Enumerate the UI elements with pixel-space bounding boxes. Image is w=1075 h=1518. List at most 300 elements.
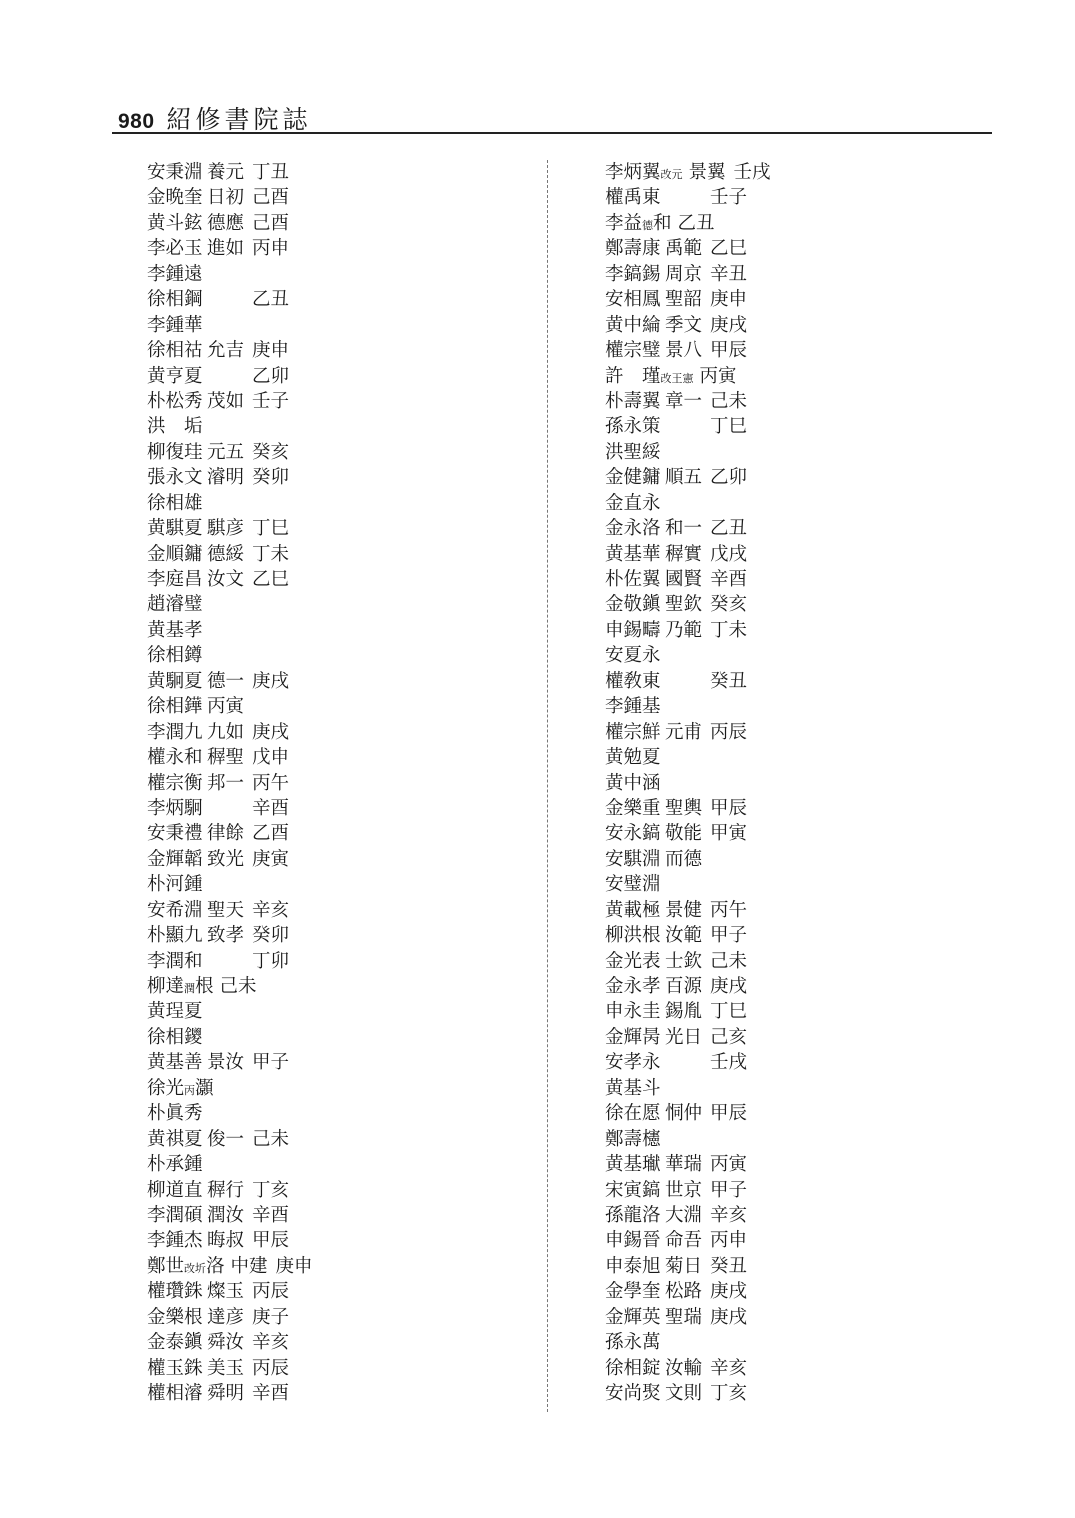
list-item	[605, 618, 771, 643]
person-name	[147, 313, 207, 338]
courtesy-name: 養元	[207, 162, 245, 183]
birth-year: 丁巳	[252, 518, 290, 540]
list-item	[605, 999, 771, 1024]
book-title: 紹修書院誌	[166, 105, 312, 134]
name-text: 安騏淵	[605, 848, 661, 870]
person-name	[605, 1305, 665, 1330]
person-name	[147, 771, 207, 796]
list-item	[147, 185, 313, 210]
birth-year: 戊戌	[710, 543, 748, 565]
name-text: 李炳翼	[605, 162, 661, 183]
person-name	[605, 185, 665, 210]
list-item	[605, 1330, 771, 1355]
birth-year: 壬子	[252, 390, 290, 412]
courtesy-name: 景翼	[688, 162, 726, 183]
name-text: 徐相鋼	[147, 289, 203, 311]
courtesy-name	[665, 1050, 710, 1075]
birth-year: 丙午	[252, 772, 290, 794]
name-text: 申泰旭	[605, 1255, 661, 1277]
name-text: 申永圭	[605, 1001, 661, 1023]
list-item	[147, 1152, 313, 1177]
person-name	[605, 516, 665, 541]
name-text: 金晩奎	[147, 187, 203, 209]
courtesy-name	[207, 491, 252, 516]
person-name	[147, 262, 207, 287]
name-text: 黄亨夏	[147, 365, 203, 387]
courtesy-name	[207, 313, 252, 338]
person-name	[605, 1050, 665, 1075]
person-name	[605, 1228, 665, 1253]
person-name	[147, 923, 207, 948]
birth-year: 辛酉	[710, 569, 748, 590]
courtesy-name: 燦玉	[207, 1281, 245, 1303]
name-annotation: 改圻	[184, 1261, 207, 1275]
list-item	[147, 1050, 313, 1075]
person-name	[147, 1228, 207, 1253]
birth-year: 丁亥	[252, 1179, 290, 1201]
birth-year: 己酉	[252, 212, 290, 234]
courtesy-name	[665, 414, 710, 439]
person-name	[605, 1254, 665, 1279]
list-item	[147, 796, 313, 821]
person-name	[147, 185, 207, 210]
name-text: 李潤九	[147, 721, 203, 743]
list-item	[605, 949, 771, 974]
courtesy-name: 稺行	[207, 1179, 245, 1201]
name-text: 柳道直	[147, 1179, 203, 1201]
list-item	[605, 1381, 771, 1406]
courtesy-name	[665, 669, 710, 694]
birth-year: 乙丑	[710, 518, 748, 540]
list-item	[147, 364, 313, 389]
name-text: 徐光	[147, 1077, 185, 1099]
person-name	[605, 643, 665, 668]
birth-year: 丙午	[710, 899, 748, 921]
birth-year: 己未	[219, 976, 257, 997]
name-text: 金泰鎭	[147, 1332, 203, 1354]
person-name	[605, 1025, 665, 1050]
list-item	[605, 796, 771, 821]
list-item	[605, 923, 771, 948]
list-item	[605, 821, 771, 846]
person-name	[605, 618, 665, 643]
left-column	[147, 160, 313, 1406]
birth-year: 丙辰	[710, 721, 748, 743]
courtesy-name: 舜汝	[207, 1332, 245, 1354]
name-text: 徐相鑁	[147, 1026, 203, 1048]
list-item	[147, 465, 313, 490]
name-text: 柳洪根	[605, 925, 661, 947]
name-text: 安尚㷅	[605, 1383, 661, 1404]
list-item	[147, 1279, 313, 1304]
birth-year: 甲子	[710, 925, 748, 947]
page-number: 980	[118, 110, 155, 133]
name-text: 孫龍洛	[605, 1204, 661, 1226]
list-item	[147, 1203, 313, 1228]
courtesy-name: 汝範	[665, 925, 703, 947]
list-item	[147, 567, 313, 592]
name-text: 朴壽翼	[605, 390, 661, 412]
courtesy-name	[207, 796, 252, 821]
courtesy-name: 舜明	[207, 1383, 245, 1404]
person-name	[147, 999, 207, 1024]
courtesy-name	[207, 262, 252, 287]
person-name	[147, 1203, 207, 1228]
list-item	[147, 592, 313, 617]
person-name	[147, 440, 207, 465]
birth-year: 辛亥	[710, 1204, 748, 1226]
birth-year: 丁卯	[252, 950, 290, 972]
person-name	[605, 567, 665, 592]
list-item	[605, 872, 771, 897]
name-text: 權宗璧	[605, 340, 661, 362]
person-name	[605, 694, 665, 719]
name-text: 黄祺夏	[147, 1128, 203, 1150]
name-text: 申錫晉	[605, 1230, 661, 1252]
list-item	[605, 465, 771, 490]
person-name	[147, 1050, 207, 1075]
person-name	[605, 872, 665, 897]
person-name	[605, 771, 665, 796]
list-item	[147, 1381, 313, 1406]
list-item	[605, 745, 771, 770]
list-item	[605, 160, 771, 185]
list-item	[147, 821, 313, 846]
courtesy-name	[665, 1076, 710, 1101]
birth-year: 庚戌	[710, 976, 748, 997]
list-item	[605, 1050, 771, 1075]
birth-year: 庚戌	[710, 314, 748, 336]
courtesy-name: 美玉	[207, 1357, 245, 1379]
list-item	[147, 898, 313, 923]
courtesy-name: 而德	[665, 848, 703, 870]
courtesy-name: 德一	[207, 670, 245, 692]
courtesy-name: 日初	[207, 187, 245, 209]
name-text: 李必玉	[147, 238, 203, 260]
person-name	[147, 567, 207, 592]
name-text: 權永和	[147, 747, 203, 769]
name-text: 黄基斗	[605, 1077, 661, 1099]
birth-year: 乙卯	[252, 365, 290, 387]
courtesy-name: 稺聖	[207, 747, 245, 769]
person-name	[605, 287, 665, 312]
courtesy-name: 百源	[665, 976, 703, 997]
person-name	[147, 1254, 225, 1279]
name-text: 徐相錠	[605, 1357, 661, 1379]
courtesy-name: 聖欽	[665, 594, 703, 616]
courtesy-name: 景汝	[207, 1052, 245, 1074]
name-text: 金學奎	[605, 1281, 661, 1303]
person-name	[147, 1381, 207, 1406]
person-name	[147, 592, 207, 617]
name-text: 趙濬璧	[147, 594, 203, 616]
list-item	[605, 720, 771, 745]
courtesy-name: 國賢	[665, 569, 703, 590]
list-item	[147, 1101, 313, 1126]
list-item	[147, 160, 313, 185]
person-name	[147, 1101, 207, 1126]
person-name	[147, 669, 207, 694]
list-item	[147, 491, 313, 516]
name-text: 朴顯九	[147, 925, 203, 947]
courtesy-name: 致孝	[207, 925, 245, 947]
person-name	[147, 745, 207, 770]
birth-year: 庚申	[275, 1255, 313, 1277]
header-rule	[112, 132, 992, 134]
name-text: 黄斗鉉	[147, 212, 203, 234]
name-text: 安孝永	[605, 1052, 661, 1074]
courtesy-name: 潤汝	[207, 1204, 245, 1226]
name-annotation: 德	[642, 218, 654, 232]
list-item	[605, 542, 771, 567]
birth-year: 乙巳	[710, 238, 748, 260]
person-name	[147, 1152, 207, 1177]
name-text: 安秉禮	[147, 823, 203, 845]
person-name	[147, 211, 207, 236]
birth-year: 甲辰	[252, 1230, 290, 1252]
birth-year: 癸亥	[252, 441, 290, 463]
name-text: 朴眞秀	[147, 1103, 203, 1125]
courtesy-name: 九如	[207, 721, 245, 743]
birth-year: 癸卯	[252, 925, 290, 947]
person-name	[605, 389, 665, 414]
person-name	[147, 1330, 207, 1355]
list-item	[605, 1279, 771, 1304]
name-annotation: 改元	[660, 168, 683, 181]
name-text: 黄珵夏	[147, 1001, 203, 1023]
person-name	[147, 1127, 207, 1152]
person-name	[605, 160, 683, 185]
courtesy-name	[665, 1330, 710, 1355]
name-text: 金樂根	[147, 1306, 203, 1328]
list-item	[605, 974, 771, 999]
birth-year: 丙辰	[252, 1357, 290, 1379]
name-text: 安相鳳	[605, 289, 661, 311]
list-item	[605, 338, 771, 363]
courtesy-name: 茂如	[207, 390, 245, 412]
birth-year: 戊申	[252, 747, 290, 769]
courtesy-name	[665, 745, 710, 770]
list-item	[605, 1228, 771, 1253]
list-item	[605, 287, 771, 312]
birth-year: 甲辰	[710, 1103, 748, 1125]
birth-year: 丙辰	[252, 1281, 290, 1303]
name-text: 黄基華	[605, 543, 661, 565]
person-name	[605, 491, 665, 516]
birth-year: 丁未	[252, 543, 290, 565]
courtesy-name: 世京	[665, 1179, 703, 1201]
courtesy-name: 允吉	[207, 340, 245, 362]
courtesy-name: 和一	[665, 518, 703, 540]
right-column	[605, 160, 771, 1406]
name-text: 李庭昌	[147, 569, 203, 590]
birth-year: 庚申	[710, 289, 748, 311]
name-text: 金輝昺	[605, 1026, 661, 1048]
courtesy-name: 元甫	[665, 721, 703, 743]
courtesy-name: 季文	[665, 314, 703, 336]
name-text: 申錫疇	[605, 619, 661, 641]
courtesy-name: 汝輸	[665, 1357, 703, 1379]
name-text: 金直永	[605, 492, 661, 514]
person-name	[605, 313, 665, 338]
courtesy-name: 律餘	[207, 823, 245, 845]
birth-year: 丁未	[710, 619, 748, 641]
list-item	[605, 1254, 771, 1279]
birth-year: 己酉	[252, 187, 290, 209]
birth-year: 甲子	[710, 1179, 748, 1201]
name-text: 權敎東	[605, 670, 661, 692]
name-text: 徐相鐏	[147, 645, 203, 667]
list-item	[605, 236, 771, 261]
birth-year: 己未	[252, 1128, 290, 1150]
name-text: 鄭世	[147, 1255, 185, 1277]
list-item	[147, 1178, 313, 1203]
person-name	[147, 872, 207, 897]
birth-year: 乙酉	[252, 823, 290, 845]
name-text: 李鍾杰	[147, 1230, 203, 1252]
birth-year: 丙申	[710, 1230, 748, 1252]
list-item	[605, 1178, 771, 1203]
list-item	[605, 516, 771, 541]
birth-year: 己未	[710, 390, 748, 412]
name-text: 鄭壽櫶	[605, 1128, 661, 1150]
courtesy-name	[665, 491, 710, 516]
list-item	[605, 211, 771, 236]
birth-year: 壬戌	[710, 1052, 748, 1074]
list-item	[605, 1152, 771, 1177]
person-name	[605, 1356, 665, 1381]
birth-year: 甲子	[252, 1052, 290, 1074]
person-name	[147, 796, 207, 821]
name-text: 金樂重	[605, 797, 661, 819]
column-divider	[547, 160, 548, 1412]
birth-year: 辛亥	[252, 899, 290, 921]
list-item	[605, 1101, 771, 1126]
list-item	[605, 847, 771, 872]
name-text: 安夏永	[605, 645, 661, 667]
courtesy-name: 濬明	[207, 467, 245, 489]
person-name	[147, 694, 207, 719]
person-name	[605, 364, 694, 389]
name-text: 權宗衡	[147, 772, 203, 794]
list-item	[147, 847, 313, 872]
list-item	[605, 313, 771, 338]
person-name	[605, 211, 672, 236]
list-item	[605, 1025, 771, 1050]
person-name	[605, 1203, 665, 1228]
birth-year: 辛酉	[252, 797, 290, 819]
person-name	[605, 1101, 665, 1126]
person-name	[147, 618, 207, 643]
name-text: 朴河鍾	[147, 874, 203, 896]
courtesy-name	[207, 643, 252, 668]
courtesy-name: 聖韶	[665, 289, 703, 311]
list-item	[605, 185, 771, 210]
name-text: 黄載極	[605, 899, 661, 921]
courtesy-name	[665, 1127, 710, 1152]
list-item	[147, 516, 313, 541]
name-text: 安秉淵	[147, 162, 203, 183]
person-name	[147, 1076, 214, 1101]
name-text: 黄騏夏	[147, 518, 203, 540]
birth-year: 丁巳	[710, 416, 748, 438]
person-name	[605, 236, 665, 261]
name-text-tail: 灝	[195, 1077, 214, 1099]
list-item	[147, 694, 313, 719]
name-text: 黄基孝	[147, 619, 203, 641]
courtesy-name: 中建	[230, 1255, 268, 1277]
birth-year: 癸亥	[710, 594, 748, 616]
courtesy-name: 稺實	[665, 543, 703, 565]
list-item	[605, 1203, 771, 1228]
person-name	[147, 949, 207, 974]
list-item	[147, 745, 313, 770]
person-name	[147, 898, 207, 923]
list-item	[147, 1228, 313, 1253]
name-text: 安永鎬	[605, 823, 661, 845]
birth-year: 己亥	[710, 1026, 748, 1048]
list-item	[147, 872, 313, 897]
person-name	[147, 1279, 207, 1304]
list-item	[605, 491, 771, 516]
person-name	[147, 1305, 207, 1330]
courtesy-name: 錫胤	[665, 1001, 703, 1023]
courtesy-name	[207, 1025, 252, 1050]
list-item	[147, 643, 313, 668]
list-item	[147, 440, 313, 465]
courtesy-name	[207, 872, 252, 897]
name-text: 權禹東	[605, 187, 661, 209]
courtesy-name	[207, 364, 252, 389]
birth-year: 辛丑	[710, 263, 748, 285]
courtesy-name: 敬能	[665, 823, 703, 845]
list-item	[147, 618, 313, 643]
person-name	[605, 796, 665, 821]
person-name	[605, 1330, 665, 1355]
person-name	[147, 643, 207, 668]
birth-year: 辛亥	[252, 1332, 290, 1354]
birth-year: 癸丑	[710, 670, 748, 692]
birth-year: 甲辰	[710, 340, 748, 362]
name-text: 金順鏞	[147, 543, 203, 565]
list-item	[605, 643, 771, 668]
list-item	[147, 542, 313, 567]
person-name	[605, 847, 665, 872]
name-text: 朴承鍾	[147, 1154, 203, 1176]
courtesy-name: 周京	[665, 263, 703, 285]
list-item	[147, 1356, 313, 1381]
courtesy-name	[207, 287, 252, 312]
list-item	[605, 389, 771, 414]
name-text: 洪聖綏	[605, 441, 661, 463]
list-item	[605, 1076, 771, 1101]
name-text: 權宗鮮	[605, 721, 661, 743]
name-text: 張永文	[147, 467, 203, 489]
birth-year: 甲寅	[710, 823, 748, 845]
courtesy-name	[665, 440, 710, 465]
person-name	[605, 669, 665, 694]
birth-year: 丁巳	[710, 1001, 748, 1023]
list-item	[147, 414, 313, 439]
name-text: 黄中涵	[605, 772, 661, 794]
list-item	[147, 974, 313, 999]
courtesy-name: 進如	[207, 238, 245, 260]
birth-year: 庚戌	[710, 1306, 748, 1328]
name-text: 許 瑾	[605, 365, 661, 387]
courtesy-name: 命吾	[665, 1230, 703, 1252]
courtesy-name: 華瑞	[665, 1154, 703, 1176]
person-name	[605, 414, 665, 439]
